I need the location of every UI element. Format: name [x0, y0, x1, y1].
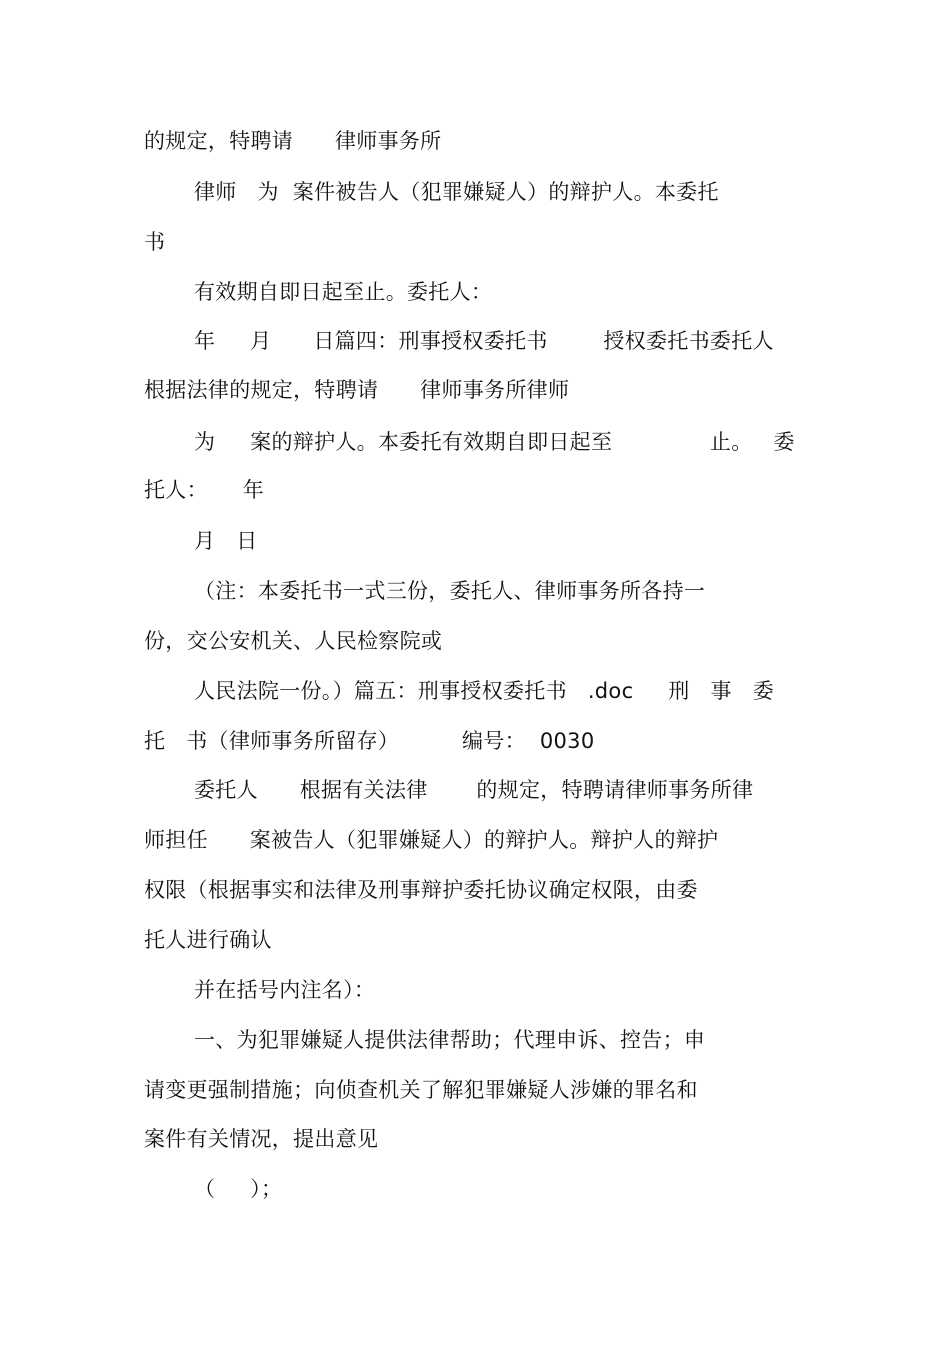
text-line: 权限（根据事实和法律及刑事辩护委托协议确定权限，由委: [144, 878, 698, 902]
text-line: 托人： 年: [144, 478, 265, 502]
text-line: 书: [144, 230, 166, 254]
text-line: 有效期自即日起至止。委托人：: [194, 280, 493, 304]
text-line: 份，交公安机关、人民检察院或: [144, 629, 443, 653]
text-line: （ ）；: [194, 1177, 283, 1201]
text-line: 托 书（律师事务所留存） 编号： 0030: [144, 729, 595, 753]
text-line: 师担任 案被告人（犯罪嫌疑人）的辩护人。辩护人的辩护: [144, 828, 719, 852]
text-line: 一、为犯罪嫌疑人提供法律帮助；代理申诉、控告；申: [194, 1028, 706, 1052]
text-line: 的规定，特聘请 律师事务所: [144, 129, 442, 153]
text-line: 月 日: [194, 529, 258, 553]
text-line: 案件有关情况，提出意见: [144, 1127, 379, 1151]
text-line: 年 月 日篇四：刑事授权委托书 授权委托书委托人: [194, 329, 774, 353]
text-line: 律师 为 案件被告人（犯罪嫌疑人）的辩护人。本委托: [194, 180, 719, 204]
text-line: 并在括号内注名）：: [194, 978, 376, 1002]
text-line: 人民法院一份。）篇五：刑事授权委托书 .doc 刑 事 委: [194, 679, 775, 703]
text-line: 请变更强制措施；向侦查机关了解犯罪嫌疑人涉嫌的罪名和: [144, 1078, 698, 1102]
text-line: 托人进行确认: [144, 928, 272, 952]
text-line: 根据法律的规定，特聘请 律师事务所律师: [144, 378, 570, 402]
text-line: （注：本委托书一式三份，委托人、律师事务所各持一: [194, 579, 706, 603]
text-line: 为 案的辩护人。本委托有效期自即日起至 止。 委: [194, 430, 795, 454]
text-line: 委托人 根据有关法律 的规定，特聘请律师事务所律: [194, 778, 754, 802]
